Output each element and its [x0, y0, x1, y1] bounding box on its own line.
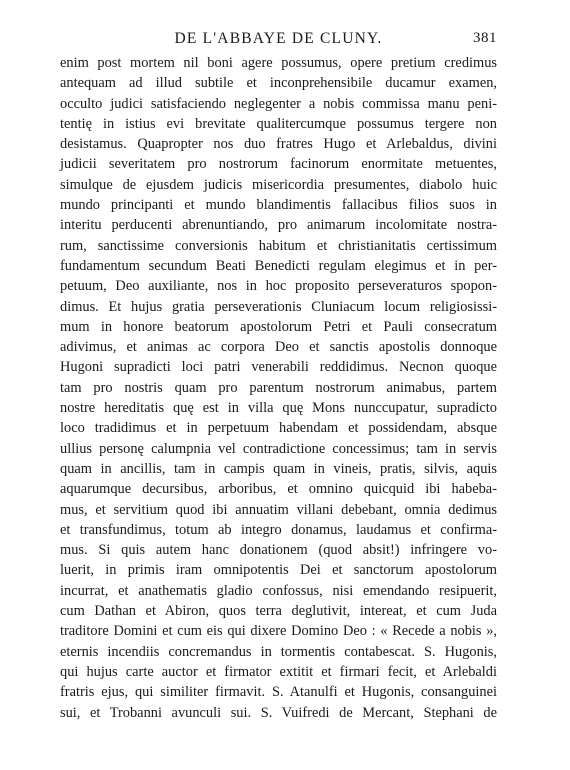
page-number: 381 — [473, 30, 497, 46]
running-head — [60, 30, 497, 52]
text-line: cum Dathan et Abiron, quos terra deglutivit, intereat, et cum Juda — [60, 603, 497, 620]
text-line: simulque de ejusdem judicis misericordia presumentes, diabolo huic — [60, 176, 497, 193]
text-line: antequam ad illud subtile et inconprehensibile ducamur examen, — [60, 75, 497, 92]
text-line: tam pro nostris quam pro parentum nostrorum animabus, partem — [60, 379, 497, 396]
text-line: mundo principanti et mundo blandimentis fallacibus filios suos in — [60, 197, 497, 214]
text-line: eternis incendiis concremandus in tormentis contabescat. S. Hugonis, — [60, 643, 497, 660]
text-line: nostre hereditatis quę est in villa quę Mons nunccupatur, supradicto — [60, 400, 497, 417]
text-line: ullius personę calumpnia vel contradictione concessimus; tam in servis — [60, 440, 497, 457]
text-line: aquarumque decursibus, arboribus, et omnino quicquid ibi habeba- — [60, 481, 497, 498]
text-line: incurrat, et anathematis gladio confossus, nisi emendando resipuerit, — [60, 582, 497, 599]
text-line: judicii severitatem pro nostrorum facinorum enormitate metuentes, — [60, 156, 497, 173]
text-line: interitu perducenti abrenuntiando, pro animarum incolomitate nostra- — [60, 217, 497, 234]
text-line: tentię in istius evi brevitate qualitercumque possumus tergere non — [60, 115, 497, 132]
text-line: dimus. Et hujus gratia perseverationis Cluniacum locum religiosissi- — [60, 298, 497, 315]
text-line: sui, et Trobanni avunculi sui. S. Vuifredi de Mercant, Stephani de — [60, 704, 497, 721]
text-line: traditore Domini et cum eis qui dixere Domino Deo : « Recede a nobis », — [60, 623, 497, 640]
running-title: DE L'ABBAYE DE CLUNY. — [174, 30, 383, 47]
body-text — [60, 53, 497, 723]
text-line: mus. Si quis autem hanc donationem (quod absit!) infringere vo- — [60, 542, 497, 559]
text-line: mum in honore beatorum apostolorum Petri et Pauli consecratum — [60, 318, 497, 335]
text-line: Hugoni supradicti loci patri venerabili reddidimus. Necnon quoque — [60, 359, 497, 376]
text-line: mus, et servitium quod ibi annuatim villani debebant, omnia dedimus — [60, 501, 497, 518]
text-line: adivimus, et animas ac corpora Deo et sanctis apostolis donnoque — [60, 339, 497, 356]
text-line: loco tradidimus et in perpetuum habendam et possidendam, absque — [60, 420, 497, 437]
text-line: fratris ejus, qui similiter firmavit. S. Atanulfi et Hugonis, consanguinei — [60, 684, 497, 701]
text-line: desistamus. Quapropter nos duo fratres Hugo et Arlebaldus, divini — [60, 136, 497, 153]
text-line: petuum, Deo auxiliante, nos in hoc proposito perseveraturos spopon- — [60, 278, 497, 295]
text-line: rum, sanctissime conversionis habitum et christianitatis certissimum — [60, 237, 497, 254]
text-line: qui hujus carte auctor et firmator extitit et firmari fecit, et Arlebaldi — [60, 663, 497, 680]
text-line: enim post mortem nil boni agere possumus, opere pretium credimus — [60, 55, 497, 71]
text-line: luerit, in primis iram omnipotentis Dei et sanctorum apostolorum — [60, 562, 497, 579]
text-line: quam in ancillis, tam in campis quam in vineis, pratis, silvis, aquis — [60, 460, 497, 477]
text-line: fundamentum secundum Beati Benedicti regulam elegimus et in per- — [60, 257, 497, 274]
text-line: et transfundimus, totum ab integro donamus, laudamus et confirma- — [60, 521, 497, 538]
text-line: occulto judici satisfaciendo neglegenter a nobis commissa manu peni- — [60, 95, 497, 112]
